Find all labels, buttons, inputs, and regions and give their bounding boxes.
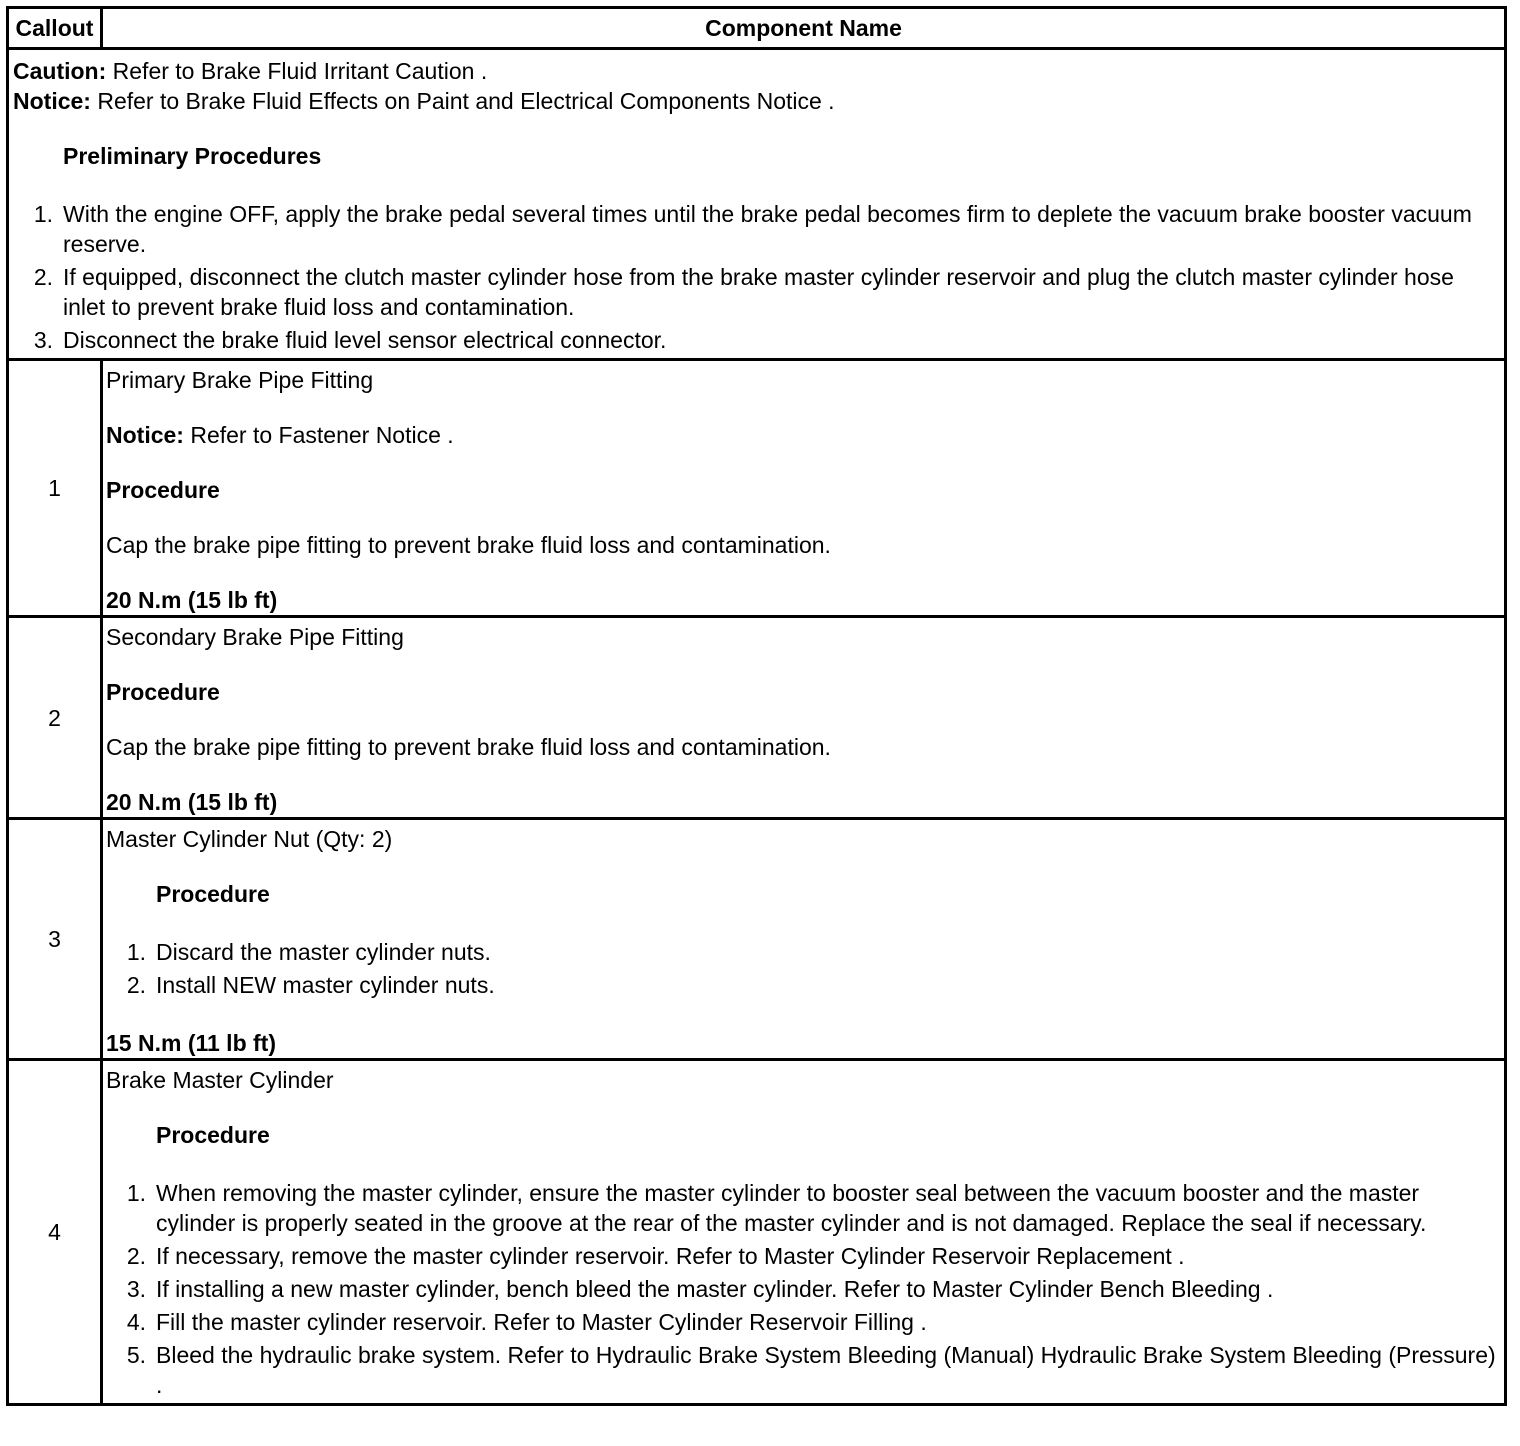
callout-number: 1 xyxy=(8,360,102,617)
component-name-header: Component Name xyxy=(102,8,1506,49)
table-row xyxy=(8,819,1506,1060)
step-text: Discard the master cylinder nuts. xyxy=(156,939,491,965)
prelim-heading: Preliminary Procedures xyxy=(63,143,322,169)
procedure-steps xyxy=(106,937,1498,1000)
step-number: 3. xyxy=(126,1276,146,1302)
table-row xyxy=(8,360,1506,617)
procedure-heading: Procedure xyxy=(156,1122,270,1148)
step-text: Bleed the hydraulic brake system. Refer to Hydraulic Brake System Bleeding (Manual) Hydraulic Brake System Bleeding (Pressure) . xyxy=(156,1342,1496,1398)
table-row xyxy=(8,1060,1506,1405)
torque-value: 15 N.m (11 lb ft) xyxy=(106,1030,276,1056)
callout-number: 3 xyxy=(8,819,102,1060)
torque-value: 20 N.m (15 lb ft) xyxy=(106,587,278,613)
step-number: 2. xyxy=(126,1243,146,1269)
torque-spec xyxy=(106,1028,1498,1058)
component-cell xyxy=(102,360,1506,617)
step-number: 1. xyxy=(126,1180,146,1206)
notice-line xyxy=(106,420,1498,450)
step-text: Install NEW master cylinder nuts. xyxy=(156,972,495,998)
list-item xyxy=(13,325,1498,355)
prelim-steps xyxy=(13,199,1498,355)
component-name: Secondary Brake Pipe Fitting xyxy=(106,624,404,650)
component-name: Master Cylinder Nut (Qty: 2) xyxy=(106,826,393,852)
list-item xyxy=(106,1340,1498,1400)
step-text: If installing a new master cylinder, bench bleed the master cylinder. Refer to Master Cylinder Bench Bleeding . xyxy=(156,1276,1274,1302)
step-number: 2. xyxy=(126,972,146,998)
list-item xyxy=(106,1178,1498,1238)
caution-label: Caution: xyxy=(13,58,107,84)
step-number: 2. xyxy=(33,264,53,290)
callout-header: Callout xyxy=(8,8,102,49)
step-text: Disconnect the brake fluid level sensor electrical connector. xyxy=(63,327,667,353)
step-number: 1. xyxy=(33,201,53,227)
list-item xyxy=(106,1241,1498,1271)
notice-label: Notice: xyxy=(13,88,91,114)
procedure-text: Cap the brake pipe fitting to prevent brake fluid loss and contamination. xyxy=(106,734,831,760)
step-number: 4. xyxy=(126,1309,146,1335)
caution-text: Refer to Brake Fluid Irritant Caution . xyxy=(106,58,488,84)
step-number: 1. xyxy=(126,939,146,965)
step-text: Fill the master cylinder reservoir. Refer to Master Cylinder Reservoir Filling . xyxy=(156,1309,927,1335)
callout-number: 4 xyxy=(8,1060,102,1405)
procedure-label: Procedure xyxy=(106,679,220,705)
notice-line xyxy=(13,86,1498,116)
torque-value: 20 N.m (15 lb ft) xyxy=(106,789,278,815)
procedure-heading xyxy=(106,677,1498,707)
list-item xyxy=(106,1274,1498,1304)
step-number: 3. xyxy=(33,327,53,353)
list-item xyxy=(13,262,1498,322)
procedure-heading: Procedure xyxy=(156,881,270,907)
procedure-label: Procedure xyxy=(106,477,220,503)
header-row xyxy=(8,8,1506,49)
component-table xyxy=(6,6,1507,1406)
step-number: 5. xyxy=(126,1342,146,1368)
procedure-heading xyxy=(106,475,1498,505)
intro-row xyxy=(8,49,1506,360)
component-name: Primary Brake Pipe Fitting xyxy=(106,367,374,393)
procedure-steps xyxy=(106,1178,1498,1400)
component-cell xyxy=(102,819,1506,1060)
table-row xyxy=(8,617,1506,819)
list-item xyxy=(106,970,1498,1000)
notice-label: Notice: xyxy=(106,422,184,448)
step-text: If necessary, remove the master cylinder reservoir. Refer to Master Cylinder Reservoir Replacement . xyxy=(156,1243,1185,1269)
list-item xyxy=(106,1307,1498,1337)
component-cell xyxy=(102,617,1506,819)
step-text: When removing the master cylinder, ensure the master cylinder to booster seal between the vacuum booster and the master cylinder is properly seated in the groove at the rear of the master cylinder and is not damaged. Replace the seal if necessary. xyxy=(156,1180,1427,1236)
notice-text: Refer to Fastener Notice . xyxy=(183,422,454,448)
component-name: Brake Master Cylinder xyxy=(106,1067,334,1093)
step-text: With the engine OFF, apply the brake pedal several times until the brake pedal becomes firm to deplete the vacuum brake booster vacuum reserve. xyxy=(63,201,1472,257)
torque-spec xyxy=(106,787,1498,817)
torque-spec xyxy=(106,585,1498,615)
procedure-text: Cap the brake pipe fitting to prevent brake fluid loss and contamination. xyxy=(106,532,831,558)
callout-number: 2 xyxy=(8,617,102,819)
list-item xyxy=(106,937,1498,967)
component-cell xyxy=(102,1060,1506,1405)
intro-cell xyxy=(8,49,1506,360)
list-item xyxy=(13,199,1498,259)
step-text: If equipped, disconnect the clutch master cylinder hose from the brake master cylinder reservoir and plug the clutch master cylinder hose inlet to prevent brake fluid loss and contamination. xyxy=(63,264,1454,320)
caution-line xyxy=(13,56,1498,86)
notice-text: Refer to Brake Fluid Effects on Paint and Electrical Components Notice . xyxy=(90,88,835,114)
